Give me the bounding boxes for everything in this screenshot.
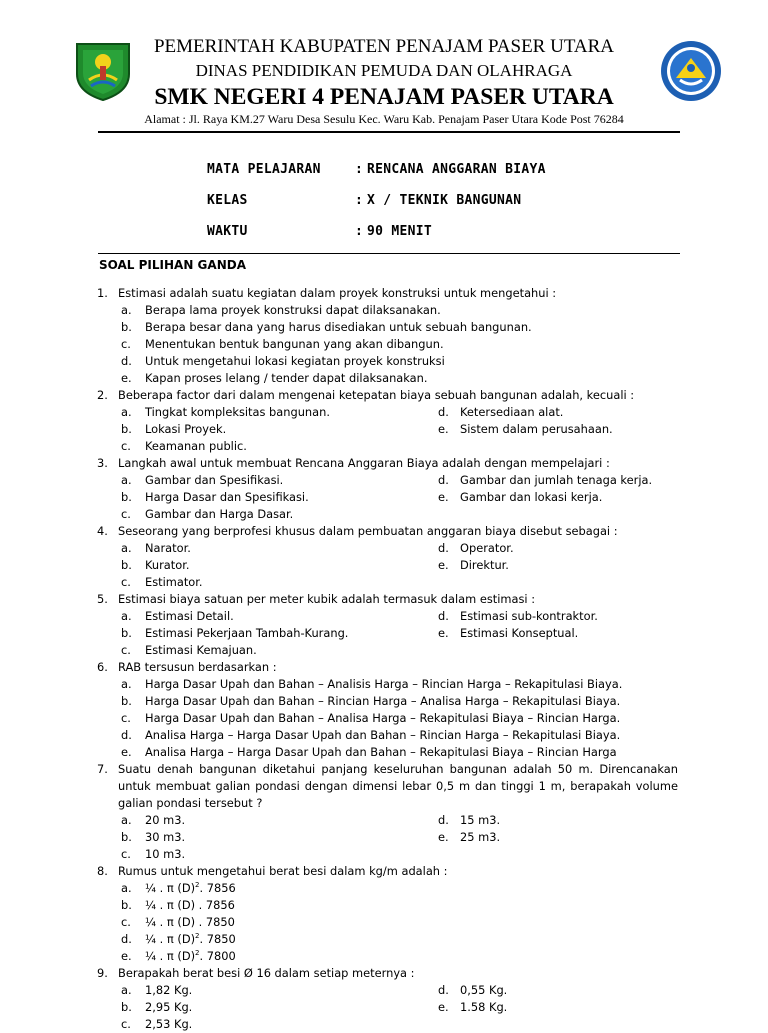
question-1: 1. Estimasi adalah suatu kegiatan dalam proyek konstruksi untuk mengetahui :: [97, 286, 557, 300]
option-6c: c. Harga Dasar Upah dan Bahan – Analisa Harga – Rekapitulasi Biaya – Rincian Harga.: [121, 711, 621, 725]
option-8d: d. ¼ . π $(D)^2$. 7850: [121, 932, 236, 946]
option-8b: b. ¼ . π (D) . 7856: [121, 898, 235, 912]
government-name: PEMERINTAH KABUPATEN PENAJAM PASER UTARA: [153, 36, 615, 57]
option-6d: d. Analisa Harga – Harga Dasar Upah dan Bahan – Rincian Harga – Rekapitulasi Biaya.: [121, 728, 621, 742]
info-subject: MATA PELAJARAN : RENCANA ANGGARAN BIAYA: [207, 162, 546, 177]
option-1d: d. Untuk mengetahui lokasi kegiatan proyek konstruksi: [121, 354, 445, 368]
option-8c: c. ¼ . π (D) . 7850: [121, 915, 235, 929]
question-6: 6. RAB tersusun berdasarkan :: [97, 660, 277, 674]
option-row: b. Harga Dasar dan Spesifikasi. e. Gambar dan lokasi kerja.: [121, 490, 603, 504]
option-row: a. 1,82 Kg. d. 0,55 Kg.: [121, 983, 508, 997]
option-1e: e. Kapan proses lelang / tender dapat dilaksanakan.: [121, 371, 428, 385]
info-divider: [98, 253, 680, 254]
info-class: KELAS : X / TEKNIK BANGUNAN: [207, 193, 522, 208]
option-row: a. Gambar dan Spesifikasi. d. Gambar dan jumlah tenaga kerja.: [121, 473, 653, 487]
info-time: WAKTU : 90 MENIT: [207, 224, 433, 239]
option-row: c. Estimator.: [121, 575, 203, 589]
option-row: c. Gambar dan Harga Dasar.: [121, 507, 294, 521]
option-8e: e. ¼ . π $(D)^2$. 7800: [121, 949, 236, 963]
option-row: a. Narator. d. Operator.: [121, 541, 514, 555]
question-3: 3. Langkah awal untuk membuat Rencana Anggaran Biaya adalah dengan mempelajari :: [97, 456, 610, 470]
option-1b: b. Berapa besar dana yang harus disediakan untuk sebuah bangunan.: [121, 320, 532, 334]
option-row: b. Lokasi Proyek. e. Sistem dalam perusahaan.: [121, 422, 613, 436]
option-row: b. Kurator. e. Direktur.: [121, 558, 509, 572]
section-title: SOAL PILIHAN GANDA: [99, 258, 246, 272]
department-name: DINAS PENDIDIKAN PEMUDA DAN OLAHRAGA: [195, 61, 573, 80]
school-address: Alamat : Jl. Raya KM.27 Waru Desa Sesulu Kec. Waru Kab. Penajam Paser Utara Kode Post 76284: [144, 112, 624, 126]
option-1a: a. Berapa lama proyek konstruksi dapat dilaksanakan.: [121, 303, 441, 317]
question-9: 9. Berapakah berat besi Ø 16 dalam setiap meternya :: [97, 966, 415, 980]
question-4: 4. Seseorang yang berprofesi khusus dalam pembuatan anggaran biaya disebut sebagai :: [97, 524, 618, 538]
option-row: b. 30 m3. e. 25 m3.: [121, 830, 501, 844]
option-row: b. Estimasi Pekerjaan Tambah-Kurang. e. Estimasi Konseptual.: [121, 626, 579, 640]
option-6e: e. Analisa Harga – Harga Dasar Upah dan Bahan – Rekapitulasi Biaya – Rincian Harga: [121, 745, 617, 759]
option-8a: a. ¼ . π $(D)^2$. 7856: [121, 881, 236, 895]
option-row: c. Keamanan public.: [121, 439, 247, 453]
option-row: c. Estimasi Kemajuan.: [121, 643, 257, 657]
option-row: a. 20 m3. d. 15 m3.: [121, 813, 501, 827]
question-2: 2. Beberapa factor dari dalam mengenai ketepatan biaya sebuah bangunan adalah, kecuali :: [97, 388, 635, 402]
question-7: 7. Suatu denah bangunan diketahui panjang keseluruhan bangunan adalah 50 m. Direncanakan untuk membuat galian pondasi dengan dimensi lebar 0,5 m dan tinggi 1 m, berapakah volume galian pondasi tersebut ?: [97, 762, 678, 810]
option-row: a. Tingkat kompleksitas bangunan. d. Ketersediaan alat.: [121, 405, 564, 419]
question-list: [0, 285, 768, 1033]
option-1c: c. Menentukan bentuk bangunan yang akan dibangun.: [121, 337, 444, 351]
option-row: c. 2,53 Kg.: [121, 1017, 193, 1031]
option-6a: a. Harga Dasar Upah dan Bahan – Analisis Harga – Rincian Harga – Rekapitulasi Biaya.: [121, 677, 623, 691]
header-divider: [98, 131, 680, 133]
option-row: b. 2,95 Kg. e. 1.58 Kg.: [121, 1000, 508, 1014]
option-row: c. 10 m3.: [121, 847, 186, 861]
option-6b: b. Harga Dasar Upah dan Bahan – Rincian Harga – Analisa Harga – Rekapitulasi Biaya.: [121, 694, 621, 708]
question-8: 8. Rumus untuk mengetahui berat besi dalam kg/m adalah :: [97, 864, 448, 878]
letterhead: [0, 0, 768, 140]
school-name: SMK NEGERI 4 PENAJAM PASER UTARA: [154, 84, 614, 110]
tut-wuri-handayani-icon: [660, 40, 722, 102]
question-5: 5. Estimasi biaya satuan per meter kubik adalah termasuk dalam estimasi :: [97, 592, 536, 606]
option-row: a. Estimasi Detail. d. Estimasi sub-kontraktor.: [121, 609, 598, 623]
